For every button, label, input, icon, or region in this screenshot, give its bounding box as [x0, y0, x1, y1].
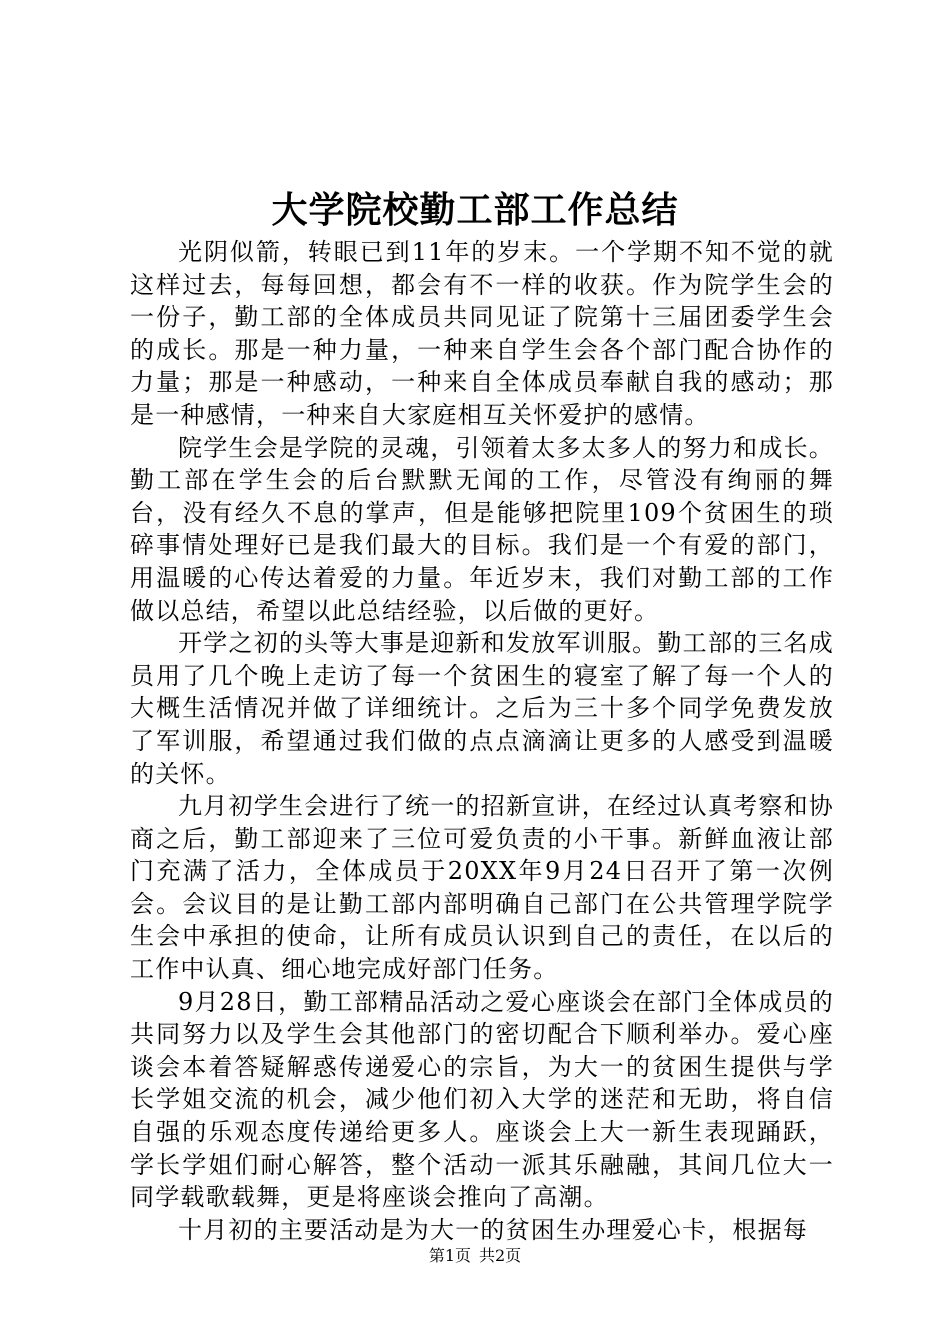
paragraph: 院学生会是学院的灵魂，引领着太多太多人的努力和成长。勤工部在学生会的后台默默无闻的工作，尽管没有绚丽的舞台，没有经久不息的掌声，但是能够把院里109个贫困生的琐碎事情处理好已是我们最大的目标。我们是一个有爱的部门，用温暖的心传达着爱的力量。年近岁末，我们对勤工部的工作做以总结，希望以此总结经验，以后做的更好。 [130, 433, 834, 625]
page-number: 第1页 [428, 1246, 471, 1265]
page-total: 共2页 [479, 1246, 522, 1265]
page-footer [0, 1245, 950, 1267]
paragraph: 9月28日，勤工部精品活动之爱心座谈会在部门全体成员的共同努力以及学生会其他部门的密切配合下顺利举办。爱心座谈会本着答疑解惑传递爱心的宗旨，为大一的贫困生提供与学长学姐交流的机会，减少他们初入大学的迷茫和无助，将自信自强的乐观态度传递给更多人。座谈会上大一新生表现踊跃，学长学姐们耐心解答，整个活动一派其乐融融，其间几位大一同学载歌载舞，更是将座谈会推向了高潮。 [130, 987, 834, 1212]
paragraph: 开学之初的头等大事是迎新和发放军训服。勤工部的三名成员用了几个晚上走访了每一个贫困生的寝室了解了每一个人的大概生活情况并做了详细统计。之后为三十多个同学免费发放了军训服，希望通过我们做的点点滴滴让更多的人感受到温暖的关怀。 [130, 629, 834, 788]
document-title: 大学院校勤工部工作总结 [271, 189, 679, 231]
paragraph: 十月初的主要活动是为大一的贫困生办理爱心卡，根据每 [178, 1215, 808, 1244]
paragraph: 光阴似箭，转眼已到11年的岁末。一个学期不知不觉的就这样过去，每每回想，都会有不一样的收获。作为院学生会的一份子，勤工部的全体成员共同见证了院第十三届团委学生会的成长。那是一种力量，一种来自学生会各个部门配合协作的力量；那是一种感动，一种来自全体成员奉献自我的感动；那是一种感情，一种来自大家庭相互关怀爱护的感情。 [130, 238, 834, 429]
document-body [130, 236, 834, 1246]
paragraph: 九月初学生会进行了统一的招新宣讲，在经过认真考察和协商之后，勤工部迎来了三位可爱负责的小干事。新鲜血液让部门充满了活力，全体成员于20XX年9月24日召开了第一次例会。会议目的是让勤工部内部明确自己部门在公共管理学院学生会中承担的使命，让所有成员认识到自己的责任，在以后的工作中认真、细心地完成好部门任务。 [130, 792, 834, 984]
